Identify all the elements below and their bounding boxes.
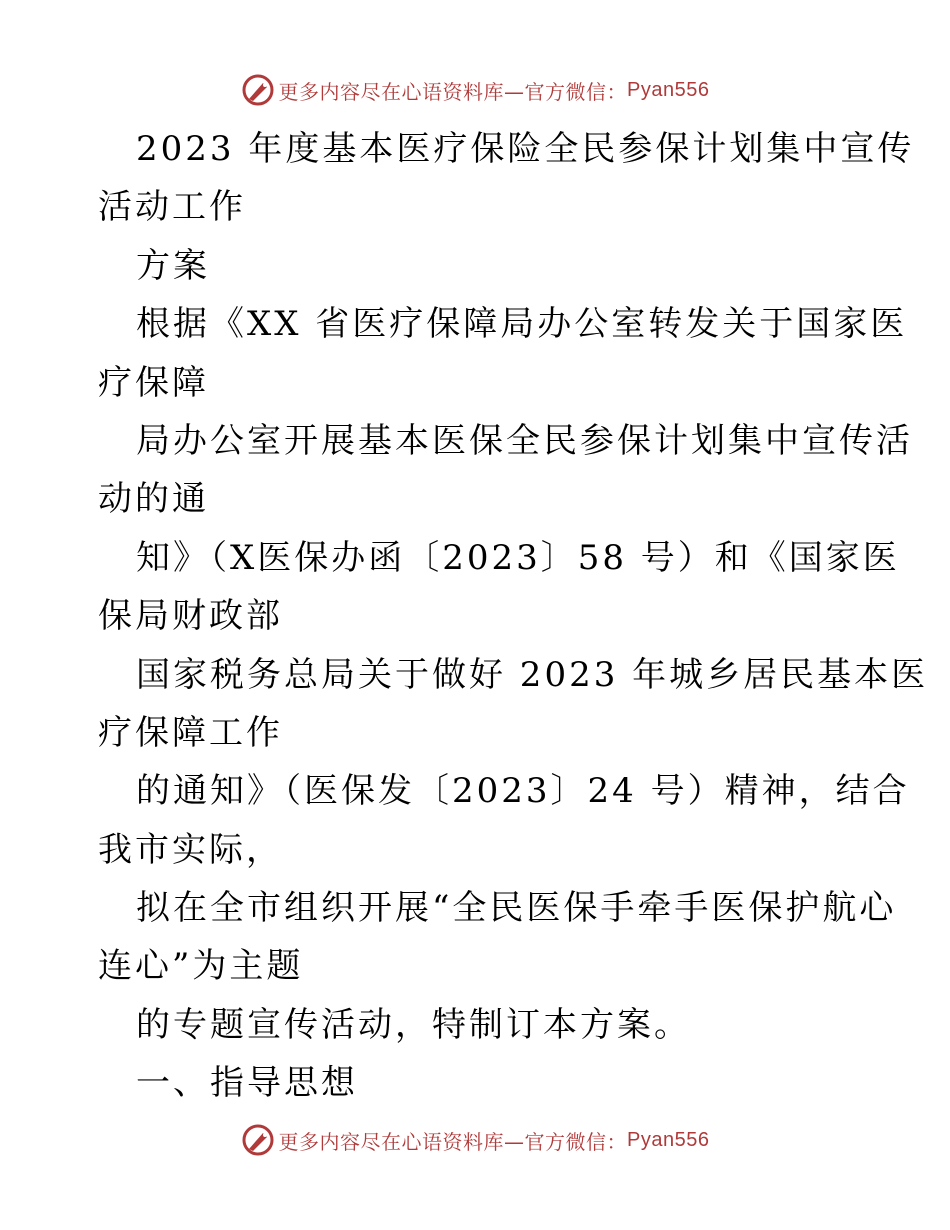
document-line: 疗保障: [98, 362, 209, 403]
document-line: 活动工作: [98, 187, 246, 228]
document-line: 保局财政部: [98, 596, 283, 637]
document-line: 连心”为主题: [98, 946, 304, 987]
document-line: 拟在全市组织开展“全民医保手牵手医保护航心: [136, 888, 897, 929]
document-line: 一、指导思想: [136, 1063, 358, 1104]
pen-nib-circle-icon: [241, 73, 275, 107]
footer-banner: [0, 1120, 950, 1160]
document-line: 局办公室开展基本医保全民参保计划集中宣传活: [136, 420, 913, 461]
document-line: 知》（X医保办函〔2023〕58 号）和《国家医: [136, 537, 900, 578]
document-line: 的专题宣传活动，特制订本方案。: [136, 1004, 691, 1045]
banner-wechat-id: Pyan556: [627, 1128, 710, 1151]
document-line: 2023 年度基本医疗保险全民参保计划集中宣传: [136, 129, 915, 169]
header-banner: [0, 70, 950, 110]
document-line: 我市实际，: [98, 829, 283, 870]
document-line: 国家税务总局关于做好 2023 年城乡居民基本医: [136, 654, 929, 695]
banner-wechat-id: Pyan556: [627, 78, 710, 101]
document-line: 方案: [136, 245, 210, 286]
document-line: 动的通: [98, 479, 209, 520]
banner-text: 更多内容尽在心语资料库—官方微信：: [278, 79, 628, 104]
document-line: 根据《XX 省医疗保障局办公室转发关于国家医: [136, 304, 908, 345]
pen-nib-circle-icon: [241, 1123, 275, 1157]
document-body: [98, 120, 929, 1113]
document-line: 疗保障工作: [98, 712, 283, 753]
banner-text: 更多内容尽在心语资料库—官方微信：: [278, 1129, 628, 1154]
document-line: 的通知》（医保发〔2023〕24 号）精神，结合: [136, 771, 910, 812]
